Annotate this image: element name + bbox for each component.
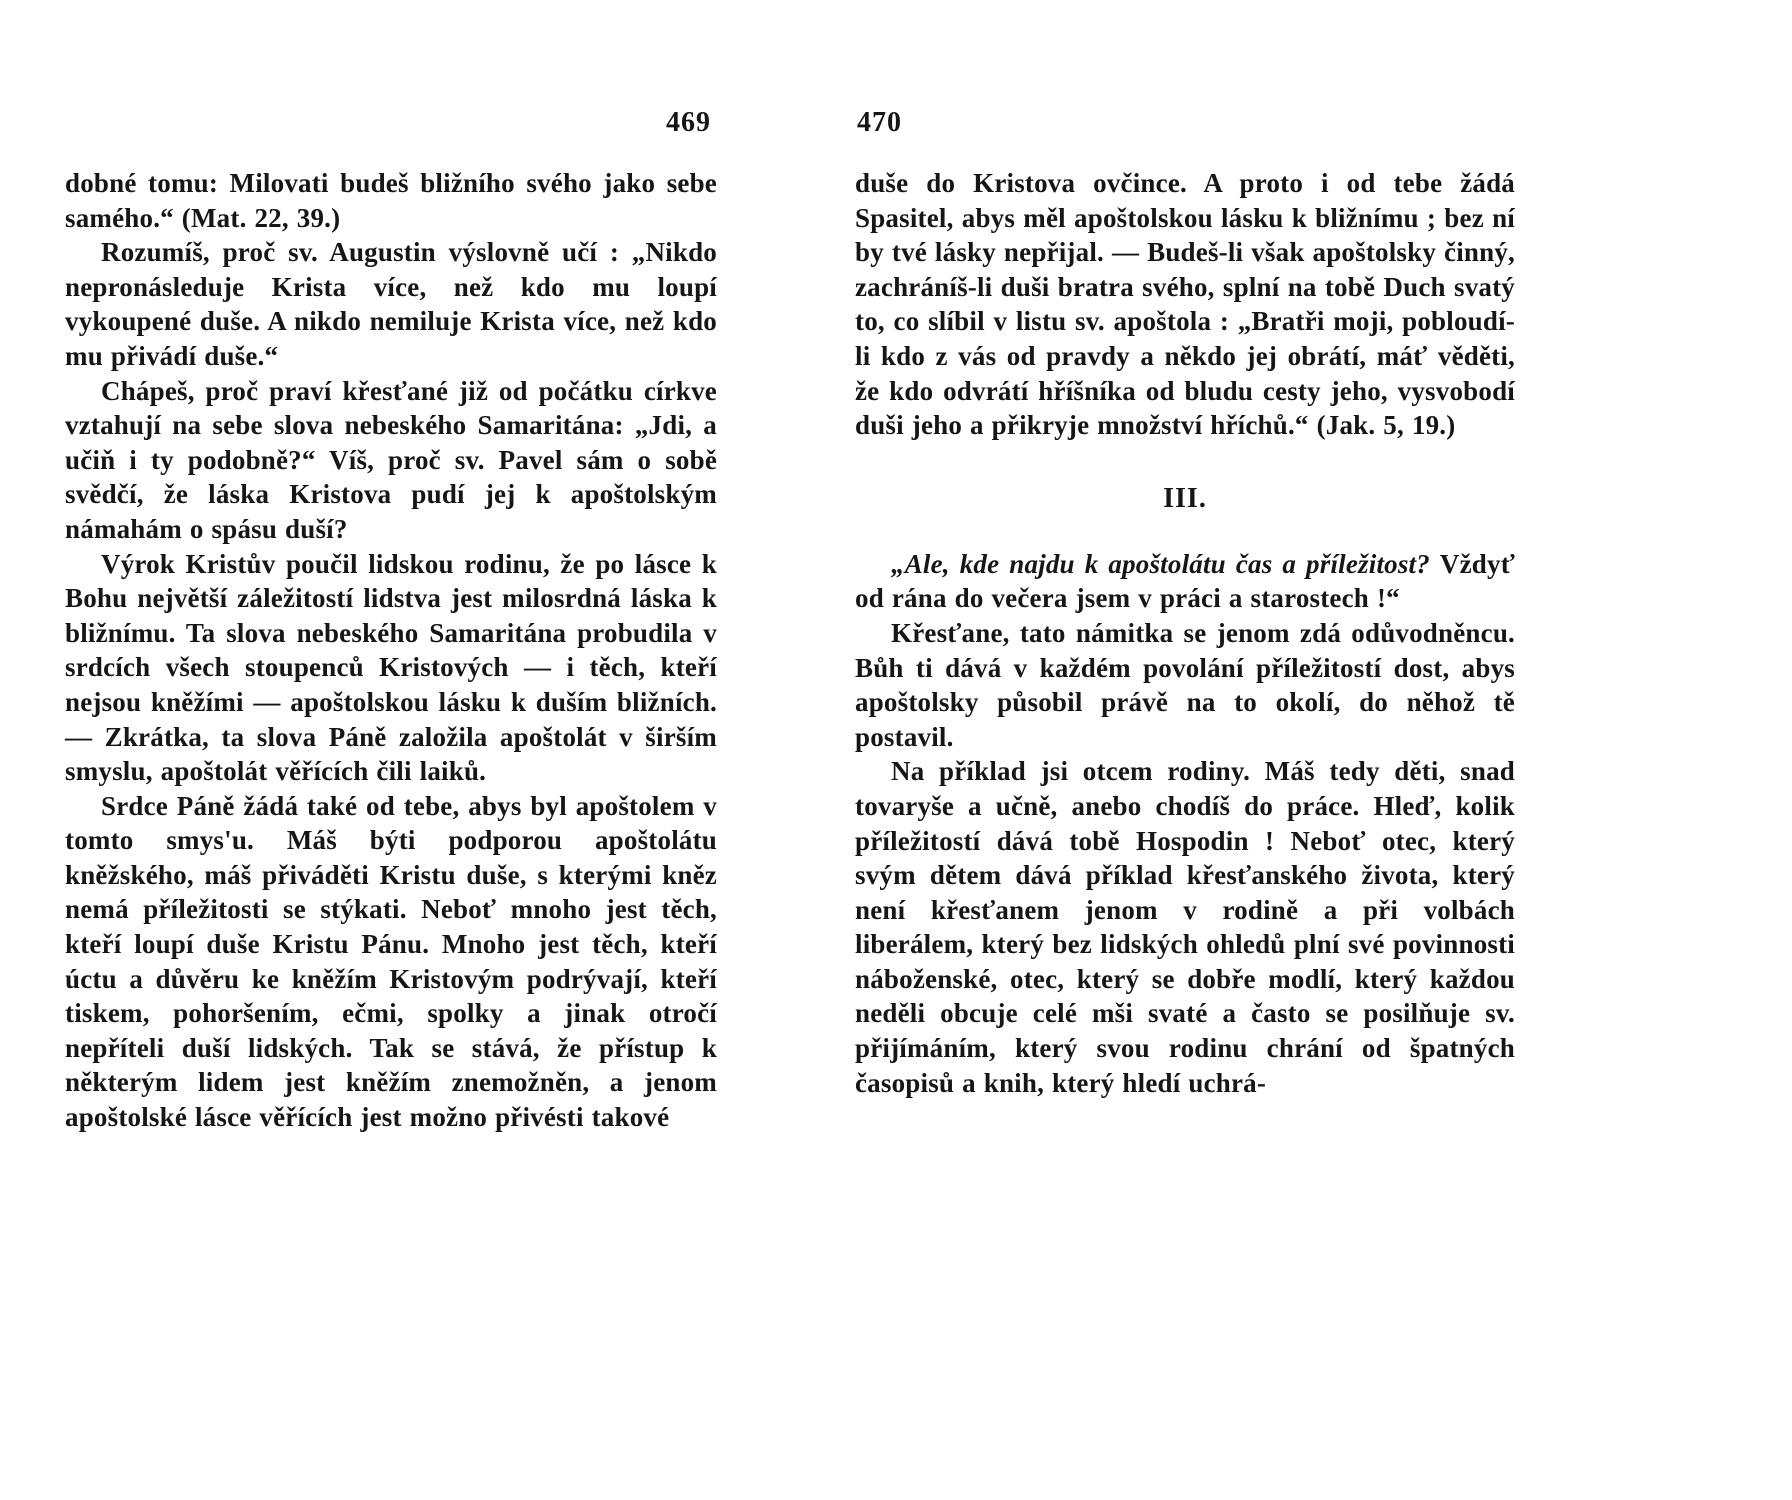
paragraph: Srdce Páně žádá také od tebe, abys byl apoštolem v tomto smys'u. Máš býti podporou apoštolátu kněžského, máš přiváděti Kristu duše, s kterými kněz nemá příležitosti se stýkati. Neboť mnoho jest těch, kteří loupí duše Kristu Pánu. Mnoho jest těch, kteří úctu a důvěru ke kněžím Kristovým podrývají, kteří tiskem, pohoršením, ečmi, spolky a jinak otročí nepříteli duší lidských. Tak se stává, že přístup k některým lidem jest kněžím znemožněn, a jenom apoštolské lásce věřících jest možno přivésti takové [65, 790, 717, 1133]
paragraph: Rozumíš, proč sv. Augustin výslovně učí : „Nikdo nepronásleduje Krista více, než kdo mu loupí vykoupené duše. A nikdo nemiluje Krista více, než kdo mu přivádí duše.“ [65, 237, 717, 371]
page-number-right: 470 [857, 107, 902, 138]
page-number-left: 469 [666, 107, 711, 138]
paragraph: dobné tomu: Milovati budeš bližního svého jako sebe samého.“ (Mat. 22, 39.) [65, 168, 717, 233]
paragraph: duše do Kristova ovčince. A proto i od tebe žádá Spasitel, abys měl apoštolskou lásku k bližnímu ; bez ní by tvé lásky nepřijal. — Budeš-li však apoštolsky činný, zachráníš-li duši bratra svého, splní na tobě Duch svatý to, co slíbil v listu sv. apoštola : „Bratři moji, pobloudí-li kdo z vás od pravdy a někdo jej obrátí, máť věděti, že kdo odvrátí hříšníka od bludu cesty jeho, vysvobodí duši jeho a přikryje množství hříchů.“ (Jak. 5, 19.) [855, 168, 1515, 441]
section-heading: III. [1163, 482, 1207, 514]
page-right [855, 108, 1515, 1100]
paragraph: Na příklad jsi otcem rodiny. Máš tedy děti, snad tovaryše a učně, anebo chodíš do práce. Hleď, kolik příležitostí dává tobě Hospodin ! Neboť otec, který svým dětem dává příklad křesťanského života, který není křesťanem jenom v rodině a při volbách liberálem, který bez lidských ohledů plní své povinnosti náboženské, otec, který se dobře modlí, který každou neděli obcuje celé mši svaté a často se posilňuje sv. přijímáním, který svou rodinu chrání od špatných časopisů a knih, který hledí uchrá- [855, 756, 1515, 1098]
paragraph-rest: Vždyť od rána do večera jsem v práci a starostech !“ [855, 548, 1515, 614]
paragraph: Chápeš, proč praví křesťané již od počátku církve vztahují na sebe slova nebeského Samaritána: „Jdi, a učiň i ty podobně?“ Víš, proč sv. Pavel sám o sobě svědčí, že láska Kristova pudí jej k apoštolským námahám o spásu duší? [65, 375, 717, 544]
paragraph: Křesťane, tato námitka se jenom zdá odůvodněncu. Bůh ti dává v každém povolání příležitostí dost, abys apoštolsky působil právě na to okolí, do něhož tě postavil. [855, 617, 1515, 752]
paragraph [855, 547, 1515, 616]
paragraph-italic-lead: „Ale, kde najdu k apoštolátu čas a příležitost? [891, 548, 1440, 579]
page-left [65, 108, 717, 1135]
paragraph: Výrok Kristův poučil lidskou rodinu, že po lásce k Bohu největší záležitostí lidstva jest milosrdná láska k bližnímu. Ta slova nebeského Samaritána probudila v srdcích všech stoupenců Kristových — i těch, kteří nejsou kněžími — apoštolskou lásku k duším bližních. — Zkrátka, ta slova Páně založila apoštolát v širším smyslu, apoštolát věřících čili laiků. [65, 548, 717, 787]
